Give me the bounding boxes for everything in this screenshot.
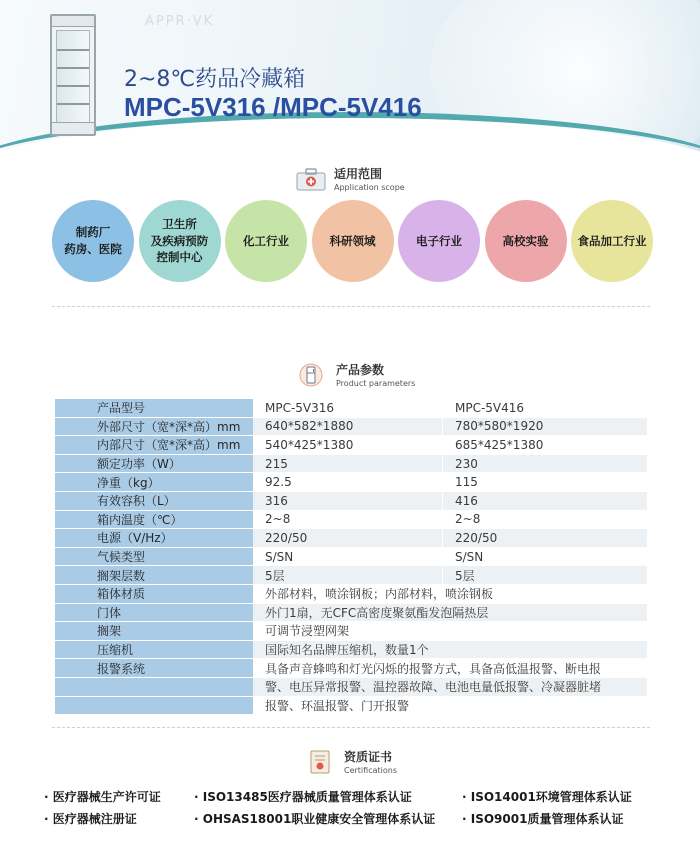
param-value-5v416: 5层 xyxy=(443,566,647,584)
table-row xyxy=(55,659,647,678)
param-label: 净重（kg） xyxy=(55,473,253,491)
scope-item-line: 科研领域 xyxy=(329,233,376,248)
param-value-5v316: 640*582*1880 xyxy=(253,418,443,436)
param-value-5v416: S/SN xyxy=(455,549,484,564)
param-label: 压缩机 xyxy=(55,641,253,659)
param-label: 气候类型 xyxy=(55,548,253,566)
certificate-item: · 医疗器械注册证 xyxy=(44,812,137,826)
scope-item-line: 及疾病预防 xyxy=(150,233,209,248)
param-label: 门体 xyxy=(55,604,253,622)
scope-item-line: 食品加工行业 xyxy=(577,233,647,248)
param-label: 产品型号 xyxy=(55,399,253,417)
param-value-5v416: 780*580*1920 xyxy=(443,418,647,436)
medical-kit-icon xyxy=(296,167,326,191)
param-value: 外门1扇，无CFC高密度聚氨酯发泡隔热层 xyxy=(253,604,647,622)
scope-item-line: 电子行业 xyxy=(416,233,462,248)
param-value: 报警、环温报警、门开报警 xyxy=(265,698,410,713)
param-label: 搁架层数 xyxy=(55,566,253,584)
params-title: 产品参数 xyxy=(336,363,385,377)
table-row xyxy=(55,585,647,604)
certificate-item: · ISO13485医疗器械质量管理体系认证 xyxy=(194,790,412,804)
scope-item xyxy=(225,200,307,282)
certs-subtitle: Certifications xyxy=(344,766,397,775)
section-divider-2 xyxy=(52,727,650,728)
param-value-5v416: 416 xyxy=(443,492,647,510)
param-label: 报警系统 xyxy=(55,659,253,677)
param-label: 箱体材质 xyxy=(55,585,253,603)
certificate-item: · ISO9001质量管理体系认证 xyxy=(462,812,624,826)
scope-item xyxy=(571,200,653,282)
table-row xyxy=(55,697,647,716)
params-heading xyxy=(298,361,415,388)
scope-item-line: 控制中心 xyxy=(156,250,203,265)
param-label: 内部尺寸（宽*深*高）mm xyxy=(55,436,253,454)
param-value: 外部材料，喷涂钢板；内部材料，喷涂钢板 xyxy=(265,587,494,602)
certificate-item: · 医疗器械生产许可证 xyxy=(44,790,161,804)
scope-item xyxy=(485,200,567,282)
certificate-item: · ISO14001环境管理体系认证 xyxy=(462,790,632,804)
banner-watermark: APPR·VK xyxy=(145,14,215,29)
param-value-5v416: 115 xyxy=(455,475,478,490)
scope-item xyxy=(52,200,134,282)
params-table xyxy=(55,399,647,715)
param-label: 额定功率（W） xyxy=(55,455,253,473)
fridge-badge-icon xyxy=(298,363,328,387)
scope-item-line: 药房、医院 xyxy=(64,242,122,256)
table-row xyxy=(55,678,647,697)
table-row xyxy=(55,548,647,567)
product-models: MPC-5V316 /MPC-5V416 xyxy=(124,92,422,122)
param-value-5v316: 220/50 xyxy=(253,529,443,547)
scope-item xyxy=(398,200,480,282)
section-divider xyxy=(52,306,650,307)
table-row xyxy=(55,622,647,641)
certificate-icon xyxy=(306,750,336,774)
param-value-5v416: 220/50 xyxy=(443,529,647,547)
param-value-5v416: 2~8 xyxy=(455,512,481,527)
table-row xyxy=(55,473,647,492)
table-row xyxy=(55,492,647,511)
param-value-5v316: 316 xyxy=(253,492,443,510)
param-value-5v316: 92.5 xyxy=(253,473,443,491)
scope-title: 适用范围 xyxy=(334,167,383,181)
param-value-5v316: 215 xyxy=(253,455,443,473)
param-value-5v316: S/SN xyxy=(253,548,443,566)
scope-heading xyxy=(296,165,405,192)
product-title: 2~8℃药品冷藏箱 xyxy=(124,67,306,92)
param-value-5v316: 540*425*1380 xyxy=(253,436,443,454)
param-label: 箱内温度（℃） xyxy=(55,511,253,529)
param-label xyxy=(55,697,253,715)
param-value-5v416: 685*425*1380 xyxy=(455,437,544,452)
param-value: 具备声音蜂鸣和灯光闪烁的报警方式，具备高低温报警、断电报 xyxy=(265,661,602,676)
param-label xyxy=(55,678,253,696)
param-value-5v416: 230 xyxy=(443,455,647,473)
table-row xyxy=(55,529,647,548)
params-subtitle: Product parameters xyxy=(336,379,416,388)
scope-item xyxy=(312,200,394,282)
param-value-5v316: 5层 xyxy=(253,566,443,584)
certificate-item: · OHSAS18001职业健康安全管理体系认证 xyxy=(194,812,436,826)
param-label: 有效容积（L） xyxy=(55,492,253,510)
scope-item-line: 制药厂 xyxy=(75,225,111,240)
scope-list xyxy=(52,200,652,286)
table-row xyxy=(55,436,647,455)
scope-item-line: 化工行业 xyxy=(243,233,289,248)
certs-title: 资质证书 xyxy=(344,750,393,764)
table-row xyxy=(55,511,647,530)
table-row xyxy=(55,455,647,474)
param-value: 警、电压异常报警、温控器故障、电池电量低报警、冷凝器脏堵 xyxy=(253,678,647,696)
scope-subtitle: Application scope xyxy=(334,183,405,192)
param-value: 国际知名品牌压缩机，数量1个 xyxy=(253,641,647,659)
param-label: 外部尺寸（宽*深*高）mm xyxy=(55,418,253,436)
param-label: 电源（V/Hz） xyxy=(55,529,253,547)
table-row xyxy=(55,641,647,660)
param-label: 搁架 xyxy=(55,622,253,640)
header-banner xyxy=(0,0,700,168)
scope-item-line: 卫生所 xyxy=(162,216,197,231)
param-value-5v416: MPC-5V416 xyxy=(455,400,525,415)
param-value: 可调节浸塑网架 xyxy=(265,624,350,639)
table-row xyxy=(55,399,647,418)
scope-item xyxy=(139,200,221,282)
table-row xyxy=(55,566,647,585)
table-row xyxy=(55,604,647,623)
refrigerator-image xyxy=(50,14,96,136)
table-row xyxy=(55,418,647,437)
scope-item-line: 高校实验 xyxy=(502,233,549,248)
param-value-5v316: 2~8 xyxy=(253,511,443,529)
param-value-5v316: MPC-5V316 xyxy=(253,399,443,417)
certs-heading xyxy=(306,748,397,775)
